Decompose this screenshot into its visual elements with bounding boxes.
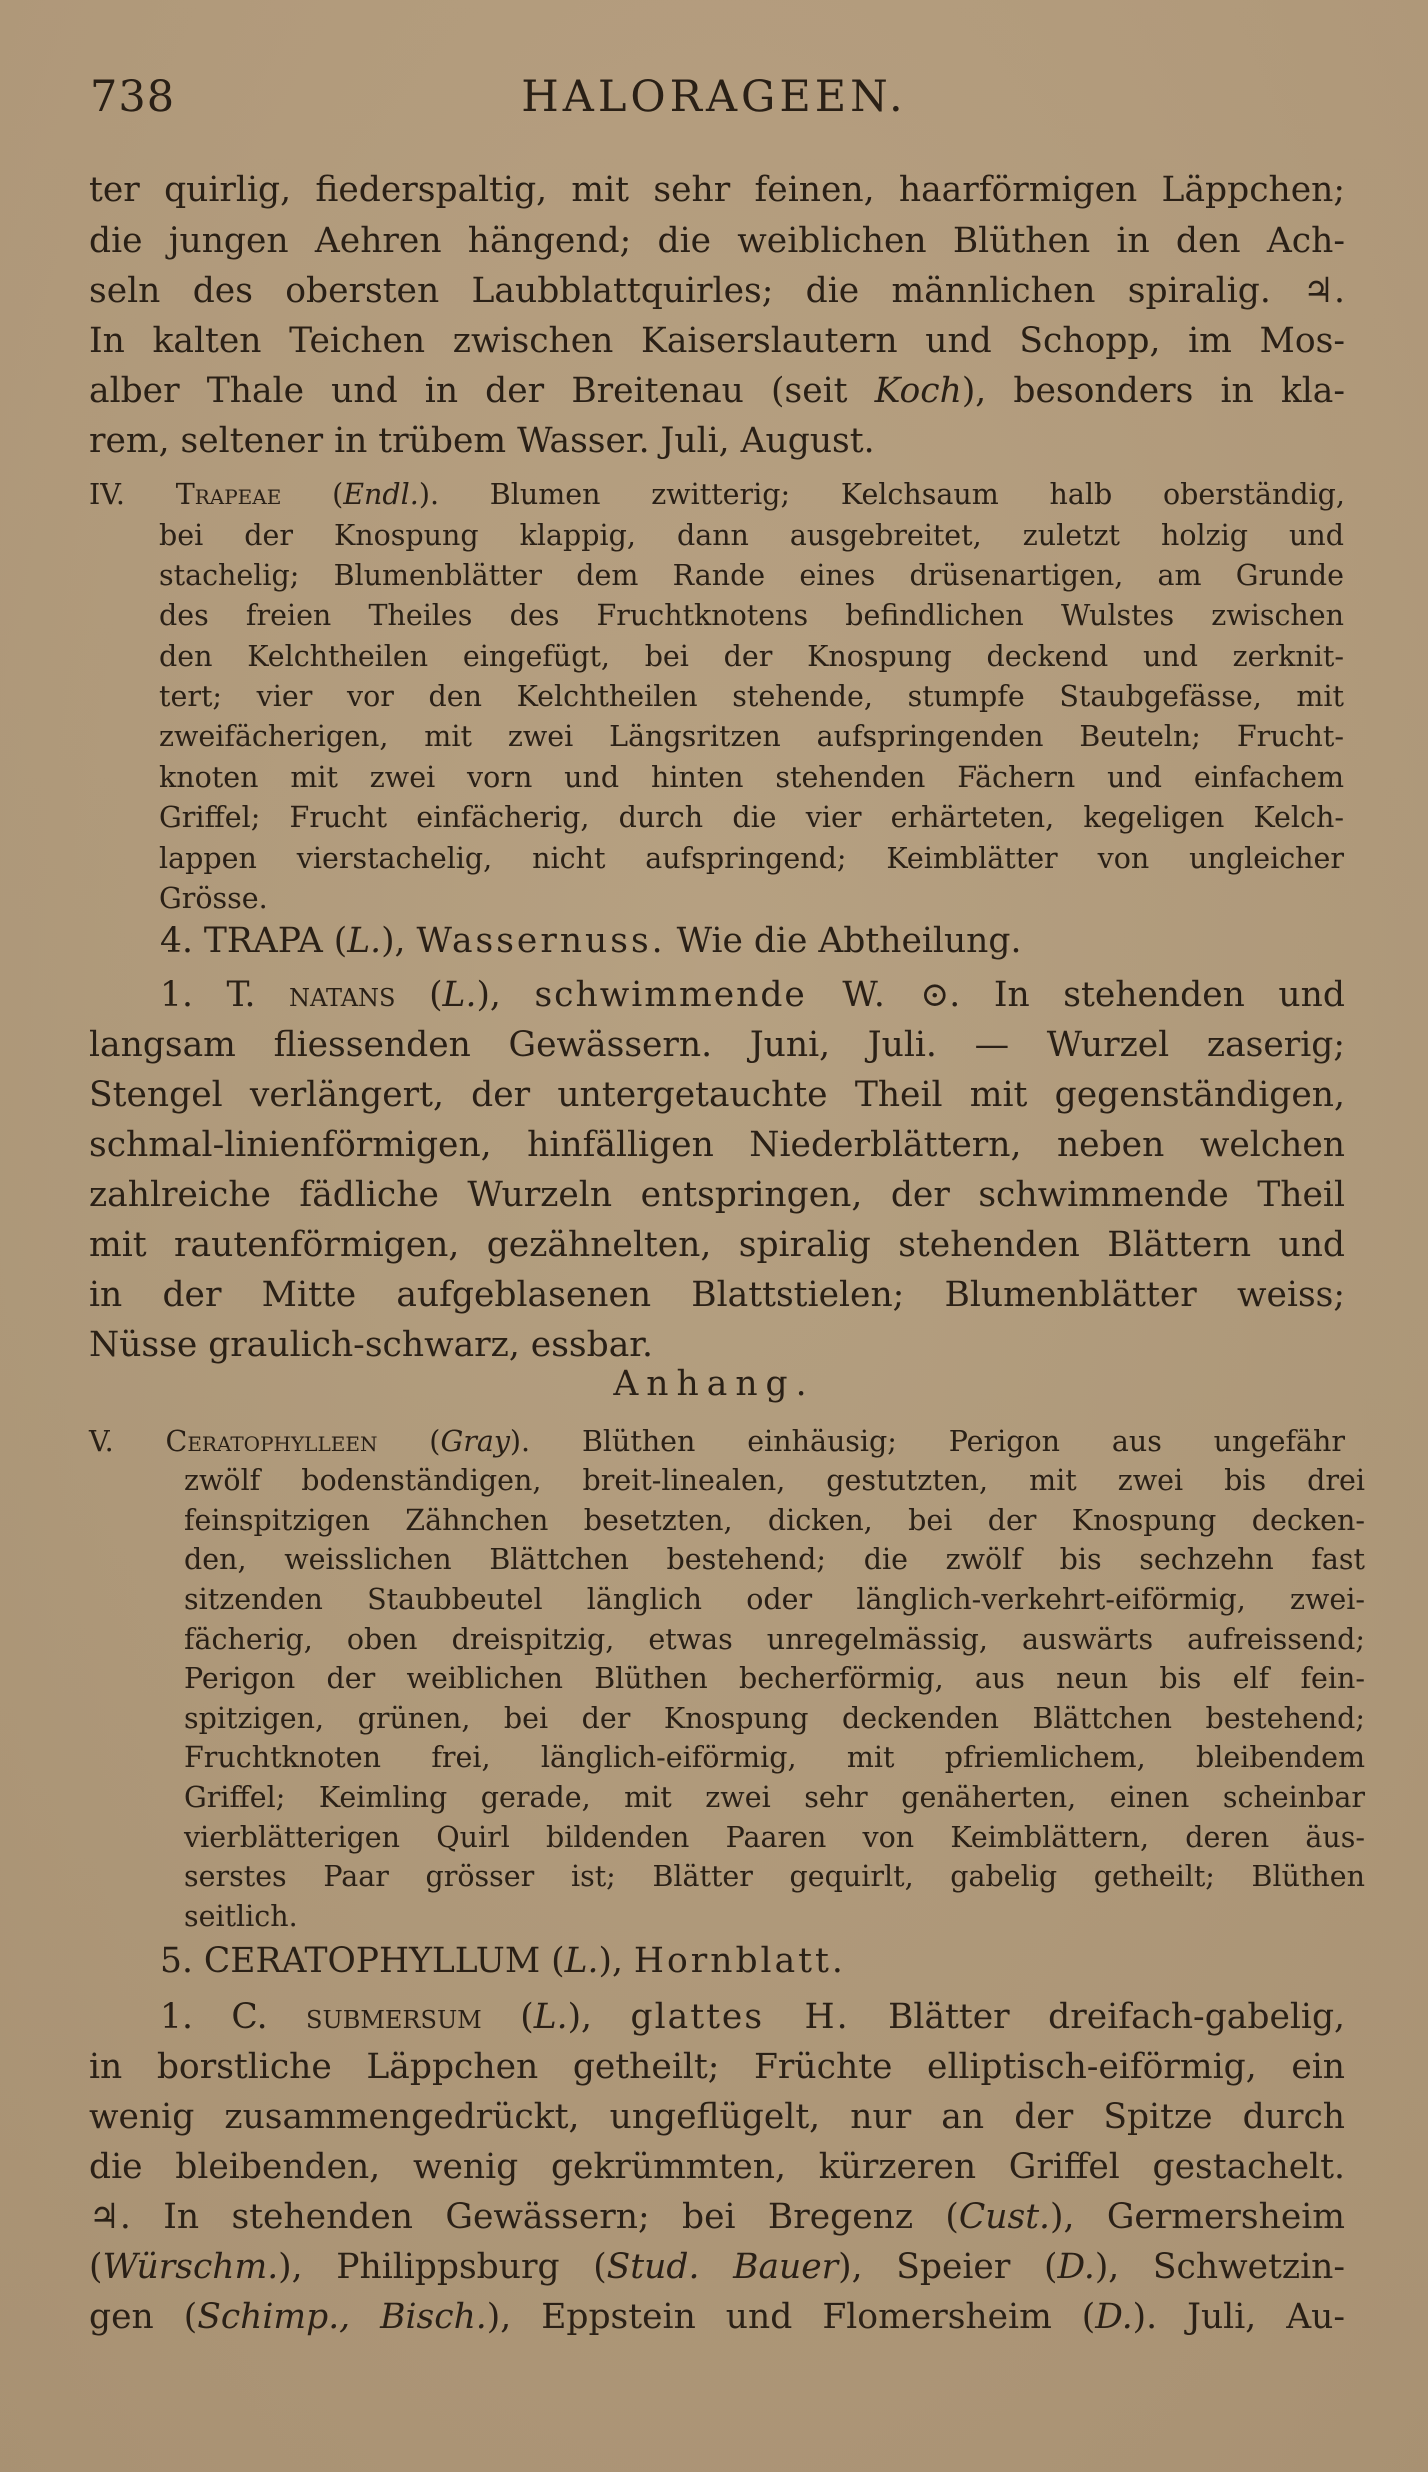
text-line: zwölf bodenständigen, breit-linealen, gestutzten, mit zwei bis drei: [184, 1464, 1365, 1497]
text-line: zweifächerigen, mit zwei Längsritzen aufspringenden Beuteln; Frucht-: [159, 720, 1344, 753]
text-line: in der Mitte aufgeblasenen Blattstielen; Blumenblätter weiss;: [89, 1275, 1345, 1315]
text-line: serstes Paar grösser ist; Blätter gequirlt, gabelig getheilt; Blüthen: [184, 1860, 1365, 1893]
text-line: in borstliche Läppchen getheilt; Früchte elliptisch-eiförmig, ein: [89, 2047, 1345, 2087]
family-heading-ceratophylleen: V. Ceratophylleen (Gray). Blüthen einhäusig; Perigon aus ungefähr: [89, 1425, 1346, 1458]
page-header: [80, 72, 1348, 132]
family-heading-trapeae: IV. Trapeae (Endl.). Blumen zwitterig; Kelchsaum halb oberständig,: [89, 478, 1345, 511]
text-line: rem, seltener in trübem Wasser. Juli, August.: [89, 421, 875, 461]
text-line: Perigon der weiblichen Blüthen becherförmig, aus neun bis elf fein-: [184, 1662, 1365, 1695]
genus-heading-ceratophyllum: 5. CERATOPHYLLUM (L.), Hornblatt.: [160, 1941, 846, 1981]
text-line: die bleibenden, wenig gekrümmten, kürzeren Griffel gestachelt.: [89, 2147, 1345, 2187]
text-line: stachelig; Blumenblätter dem Rande eines drüsenartigen, am Grunde: [159, 559, 1344, 592]
text-line: In kalten Teichen zwischen Kaiserslautern und Schopp, im Mos-: [89, 321, 1345, 361]
text-line: gen (Schimp., Bisch.), Eppstein und Flomersheim (D.). Juli, Au-: [89, 2297, 1345, 2337]
text-line: langsam fliessenden Gewässern. Juni, Juli. — Wurzel zaserig;: [89, 1025, 1345, 1065]
section-heading-anhang: Anhang.: [613, 1364, 815, 1404]
text-line: wenig zusammengedrückt, ungeflügelt, nur an der Spitze durch: [89, 2097, 1345, 2137]
text-line: den, weisslichen Blättchen bestehend; die zwölf bis sechzehn fast: [184, 1543, 1365, 1576]
text-line: lappen vierstachelig, nicht aufspringend; Keimblätter von ungleicher: [159, 842, 1344, 875]
text-line: spitzigen, grünen, bei der Knospung deckenden Blättchen bestehend;: [184, 1702, 1365, 1735]
text-line: bei der Knospung klappig, dann ausgebreitet, zuletzt holzig und: [159, 519, 1344, 552]
text-line: ter quirlig, fiederspaltig, mit sehr feinen, haarförmigen Läppchen;: [89, 170, 1345, 210]
text-line: knoten mit zwei vorn und hinten stehenden Fächern und einfachem: [159, 761, 1344, 794]
text-line: die jungen Aehren hängend; die weiblichen Blüthen in den Ach-: [89, 221, 1345, 261]
text-line: zahlreiche fädliche Wurzeln entspringen, der schwimmende Theil: [89, 1175, 1345, 1215]
text-line: alber Thale und in der Breitenau (seit Koch), besonders in kla-: [89, 371, 1346, 411]
text-line: sitzenden Staubbeutel länglich oder länglich-verkehrt-eiförmig, zwei-: [184, 1583, 1365, 1616]
text-line: seitlich.: [184, 1900, 298, 1933]
text-line: Stengel verlängert, der untergetauchte Theil mit gegenständigen,: [89, 1075, 1345, 1115]
text-line: feinspitzigen Zähnchen besetzten, dicken, bei der Knospung decken-: [184, 1504, 1365, 1537]
text-line: vierblätterigen Quirl bildenden Paaren von Keimblättern, deren äus-: [184, 1821, 1365, 1854]
text-line: tert; vier vor den Kelchtheilen stehende, stumpfe Staubgefässe, mit: [159, 680, 1344, 713]
text-line: schmal-linienförmigen, hinfälligen Niederblättern, neben welchen: [89, 1125, 1345, 1165]
text-line: Grösse.: [159, 882, 268, 915]
text-line: seln des obersten Laubblattquirles; die männlichen spiralig. ♃.: [89, 271, 1345, 311]
running-head: HALORAGEEN.: [521, 72, 907, 122]
page-number: 738: [90, 72, 176, 122]
text-line: den Kelchtheilen eingefügt, bei der Knospung deckend und zerknit-: [159, 640, 1344, 673]
text-line: ♃. In stehenden Gewässern; bei Bregenz (Cust.), Germersheim: [89, 2197, 1346, 2237]
genus-heading-trapa: 4. TRAPA (L.), Wassernuss. Wie die Abtheilung.: [160, 921, 1022, 961]
text-line: Griffel; Keimling gerade, mit zwei sehr genäherten, einen scheinbar: [184, 1781, 1365, 1814]
text-line: (Würschm.), Philippsburg (Stud. Bauer), Speier (D.), Schwetzin-: [89, 2247, 1346, 2287]
text-line: des freien Theiles des Fruchtknotens befindlichen Wulstes zwischen: [159, 599, 1344, 632]
species-trapa-natans: 1. T. natans (L.), schwimmende W. ⊙. In stehenden und: [160, 975, 1345, 1015]
text-line: Fruchtknoten frei, länglich-eiförmig, mit pfriemlichem, bleibendem: [184, 1741, 1365, 1774]
text-line: mit rautenförmigen, gezähnelten, spiralig stehenden Blättern und: [89, 1225, 1345, 1265]
text-line: Nüsse graulich-schwarz, essbar.: [89, 1325, 653, 1365]
text-line: fächerig, oben dreispitzig, etwas unregelmässig, auswärts aufreissend;: [184, 1623, 1365, 1656]
species-ceratophyllum-submersum: 1. C. submersum (L.), glattes H. Blätter dreifach-gabelig,: [160, 1997, 1345, 2037]
text-line: Griffel; Frucht einfächerig, durch die vier erhärteten, kegeligen Kelch-: [159, 801, 1344, 834]
